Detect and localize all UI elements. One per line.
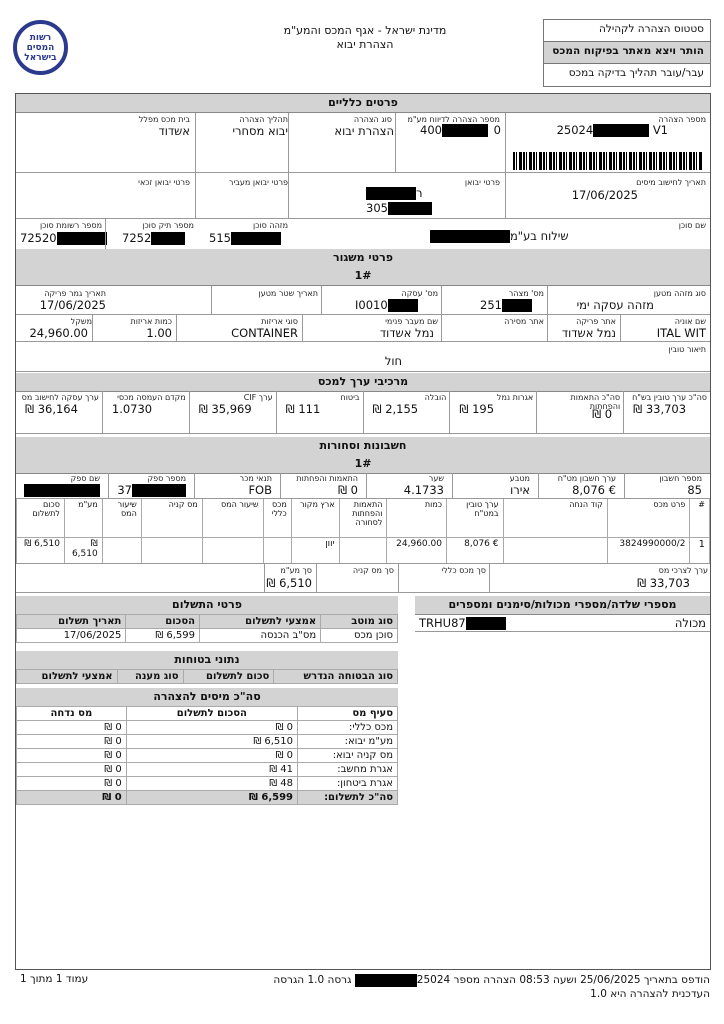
invoices-section-title: חשבונות וסחורות: [16, 437, 710, 456]
ministry-name: מדינת ישראל - אגף המכס והמע"מ: [283, 24, 447, 37]
logo-text: רשות המסים בישראל: [24, 32, 57, 63]
agent-file-value: 7252: [122, 231, 185, 245]
value-components-row: [16, 391, 710, 434]
report-no-value: 400: [420, 123, 488, 137]
inner-transit-label: שם מעבר פנימי: [385, 317, 438, 326]
invoice-cell: מספר חשבון 85: [624, 473, 710, 498]
payment-section-title: פרטי התשלום: [16, 596, 398, 615]
weight-label: משקל: [70, 317, 92, 326]
deliv-site-value: נמל אשדוד: [379, 326, 434, 340]
tax-total-row: סה"כ לתשלום: 6,599 ₪ 0 ₪: [17, 791, 398, 805]
sum-vat-value: 6,510 ₪: [266, 576, 312, 590]
container-row: [415, 614, 710, 632]
taxes-section-title: סה"כ מיסים להצהרה: [16, 688, 398, 707]
house-value: אשדוד: [158, 124, 190, 138]
container-type: מכולה: [674, 616, 706, 630]
invoice-cell: מטבע אירו: [452, 473, 538, 498]
deal-value: I0010: [355, 298, 418, 312]
agent-file-label: מספר תיק סוכן: [142, 221, 194, 230]
value-cell: ערך עסקה לחישוב מס 36,164 ₪: [21, 393, 99, 416]
deliv-site-label: אתר מסירה: [504, 317, 544, 326]
tax-row: מכס כללי: 0 ₪ 0 ₪: [17, 721, 398, 735]
invoice-cell: שם ספק: [16, 473, 108, 498]
barcode: [513, 152, 703, 170]
guarantee-section-title: נתוני בטוחות: [16, 651, 398, 670]
importer-value: ר 305: [366, 186, 432, 216]
value-cell: מקדם העמסה מכסי 1.0730: [102, 391, 189, 433]
status-line-inspection: עבר/עובר תהליך בדיקה במכס: [568, 67, 704, 79]
redaction: [593, 124, 649, 137]
footer-decl-num: 25024: [416, 974, 451, 986]
sum-general-label: סך מכס כללי: [441, 566, 486, 575]
invoice-cell: מספר ספק 37: [108, 473, 194, 498]
shipment-section-title: פרטי משגור: [16, 249, 710, 268]
doc-header: [250, 24, 480, 52]
footer-printed: הודפס בתאריך 25/06/2025 ושעה 08:53 הצהרה מספר: [453, 974, 710, 986]
sum-purchase-label: סך מס קניה: [352, 566, 394, 575]
value-cell: סה"כ התאמות והפחתות 0 ₪: [536, 391, 623, 433]
guarantee-table: [16, 669, 398, 684]
goods-row: 1 3824990000/2 € 8,076 24,960.00 יוון ₪ 6,510 6,510 ₪: [17, 537, 710, 563]
ship-value: ITAL WIT: [656, 326, 706, 340]
cargo-desc-value: חול: [384, 354, 402, 368]
bill-date-label: תאריך שטר מטען: [258, 289, 318, 298]
value-cell: ערך CIF 35,969 ₪: [189, 391, 276, 433]
sum-vat-label: סך מע"מ: [280, 566, 312, 575]
value-cell: סה"כ ערך טובין בש"ח 33,703 ₪: [623, 391, 710, 433]
calc-date-label: תאריך לחישוב מיסים: [636, 178, 706, 187]
transfer-label: פרטי יבואן מעביר: [228, 178, 288, 187]
calc-date-value: 17/06/2025: [571, 188, 638, 202]
report-no-label: מספר הצהרה לדיווח מע"מ: [407, 115, 500, 124]
decl-no-value: [494, 123, 668, 137]
weight-value: 24,960.00: [29, 326, 88, 340]
tax-row: אגרת ביטחון: 48 ₪ 0 ₪: [17, 777, 398, 791]
value-cell: ביטוח 111 ₪: [276, 391, 363, 433]
tax-authority-logo: [13, 20, 68, 75]
agent-id-value: 515: [209, 231, 281, 245]
invoice-cell: שער 4.1733: [366, 473, 452, 498]
unload-site-value: נמל אשדוד: [561, 326, 616, 340]
footer-print-info: [273, 973, 710, 1001]
shipment-index: 1#: [16, 267, 710, 286]
tax-row: מע"מ יבוא: 6,510 ₪ 0 ₪: [17, 735, 398, 749]
house-label: בית מכס מפלל: [138, 115, 190, 124]
manifest-value: 251: [480, 298, 532, 312]
goods-header-row: # פרט מכס קוד הנחה ערך טובין במט"ח כמות התאמות והפחתות לסחורה ארץ מקור מכס כללי שיעור המס מס קניה שיעור המס מע"מ סכום לתשלום: [17, 499, 710, 537]
payment-header-row: סוג מוטב אמצעי לתשלום הסכום תאריך תשלום: [17, 615, 398, 629]
process-label: תהליך הצהרה: [239, 115, 288, 124]
decl-type-label: סוג הצהרה: [353, 115, 392, 124]
doc-title: הצהרת יבוא: [336, 38, 394, 51]
goods-table: [16, 499, 710, 564]
page-number: עמוד 1 מתוך 1: [20, 973, 89, 985]
container-number: TRHU87: [419, 616, 506, 630]
agent-reg-label: מספר רשומת סוכן: [39, 221, 102, 230]
cargo-type-value: מזהה עסקה ימי: [576, 298, 654, 312]
decl-no-prefix: 25024: [556, 123, 594, 137]
status-line-released: הותר ויצא מאתר בפיקוח המכס: [544, 42, 710, 64]
value-section-title: מרכיבי ערך למכס: [16, 373, 710, 392]
tax-row: מס קניה יבוא: 0 ₪ 0 ₪: [17, 749, 398, 763]
invoices-index: 1#: [16, 455, 710, 474]
cargo-desc-label: תיאור טובין: [668, 345, 706, 354]
agent-name-label: שם סוכן: [678, 221, 706, 230]
payment-row: סוכן מכס מס"ב הכנסה 6,599 ₪ 17/06/2025: [17, 629, 398, 643]
pack-qty-label: כמות אריזות: [130, 317, 172, 326]
manifest-label: מס' מצהר: [508, 289, 544, 298]
value-cell: הובלה 2,155 ₪: [363, 391, 450, 433]
invoice-cell: ערך חשבון מט"ח € 8,076: [538, 473, 624, 498]
taxes-table: [16, 706, 398, 805]
footer-version: גרסה 1.0 הגרסה: [273, 974, 352, 986]
decl-no-end: 0: [493, 123, 501, 137]
pack-qty-value: 1.00: [146, 326, 172, 340]
pack-type-value: CONTAINER: [231, 326, 298, 340]
process-value: יבוא מסחרי: [232, 124, 288, 138]
ship-label: שם אוניה: [674, 317, 706, 326]
status-box: [543, 19, 711, 87]
tax-row: אגרת מחשב: 41 ₪ 0 ₪: [17, 763, 398, 777]
taxes-header-row: סעיף מס הסכום לתשלום מס נדחה: [17, 707, 398, 721]
goods-summary-row: [16, 563, 710, 593]
footer-updated: העדכנית להצהרה היא 1.0: [590, 988, 710, 1000]
deal-label: מס' עסקה: [401, 289, 438, 298]
unload-date-label: תאריך גמר פריקה: [44, 289, 106, 298]
decl-no-suffix: V1: [652, 123, 668, 137]
guarantee-header-row: סוג הבטוחה הנדרש סכום לתשלום סוג מענה אמצעי לתשלום: [17, 670, 398, 684]
decl-type-value: הצהרת יבוא: [334, 124, 394, 138]
sum-total-value: 33,703 ₪: [637, 576, 690, 590]
importer-label: פרטי יבואן: [464, 178, 500, 187]
sum-total-label: ערך לצרכי מס: [658, 566, 708, 575]
pack-type-label: סוגי אריזות: [261, 317, 298, 326]
decl-no-label: מספר הצהרה: [658, 115, 706, 124]
value-cell: אגרות נמל 195 ₪: [449, 391, 536, 433]
unload-site-label: אתר פריקה: [576, 317, 616, 326]
agent-id-label: מזהה סוכן: [253, 221, 288, 230]
cargo-type-label: סוג מזהה מטען: [653, 289, 706, 298]
status-title: סטטוס הצהרה לקהילה: [544, 20, 710, 42]
agent-reg-value: 72520: [20, 231, 107, 245]
general-section-title: פרטים כלליים: [16, 94, 710, 113]
unload-date-value: 17/06/2025: [39, 298, 106, 312]
payment-table: [16, 614, 398, 643]
entitled-label: פרטי יבואן זכאי: [138, 178, 190, 187]
containers-section-title: מספרי שלדה/מספרי מכולות/סימנים ומספרים: [415, 596, 710, 615]
invoice-cell: תנאי מכר FOB: [194, 473, 280, 498]
invoice-top-row: [16, 473, 710, 499]
invoice-cell: התאמות והפחתות 0 ₪: [280, 473, 366, 498]
agent-name-value: שילוח בע"מ: [430, 229, 569, 243]
